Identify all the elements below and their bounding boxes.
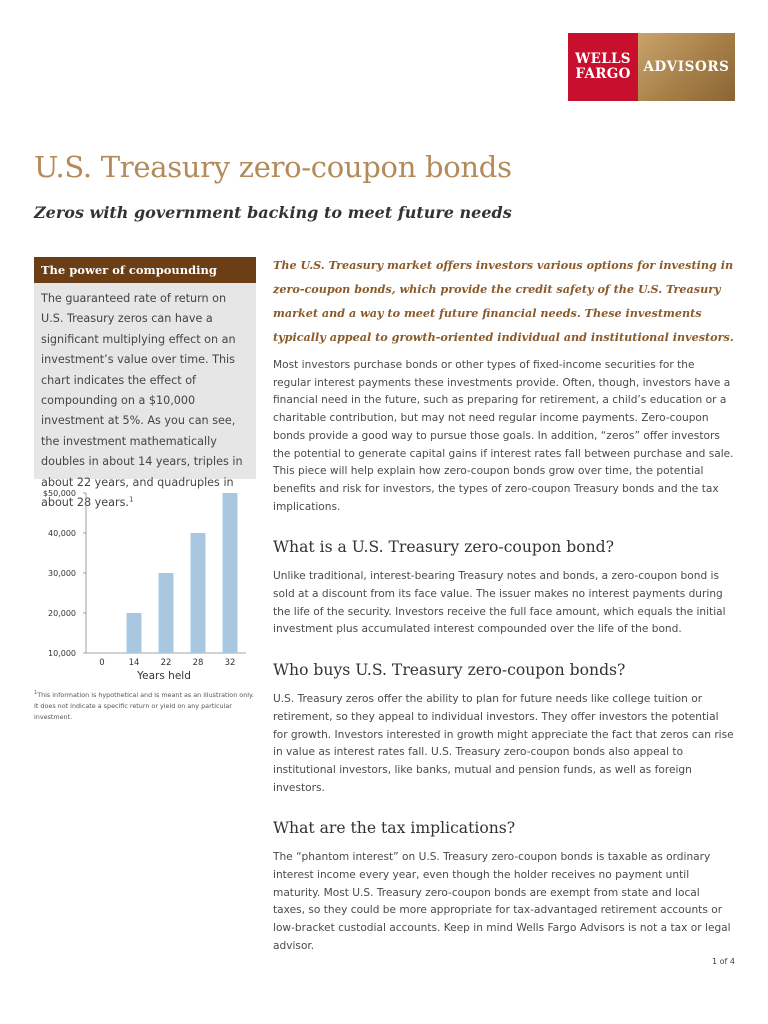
chart-y-tick-label: 40,000	[48, 529, 76, 538]
paragraph-what-is: Unlike traditional, interest-bearing Treasury notes and bonds, a zero-coupon bond is sold at a discount from its face value. The issuer makes no interest payments during the life of the security. Investors receive the full face amount, which equals the initial investment plus accumulated interest compounded over the life of the bond.	[273, 570, 726, 636]
compounding-chart-svg	[34, 483, 256, 683]
heading-tax: What are the tax implications?	[273, 819, 516, 838]
chart-y-tick-label: 10,000	[48, 649, 76, 658]
chart-y-tick-label: 30,000	[48, 569, 76, 578]
chart-bar	[127, 613, 142, 653]
paragraph-tax: The “phantom interest” on U.S. Treasury zero-coupon bonds is taxable as ordinary interest income every year, even though the holder receives no payment until maturity. Most U.S. Treasury zero-coupon bonds are exempt from state and local taxes, so they could be more appropriate for tax-advantaged retirement accounts or low-bracket custodial accounts. Keep in mind Wells Fargo Advisors is not a tax or legal advisor.	[273, 851, 731, 952]
chart-footnote	[34, 690, 256, 723]
wells-fargo-logo-block	[568, 33, 638, 101]
chart-x-tick-label: 22	[160, 658, 172, 668]
logo-line-fargo: FARGO	[575, 66, 631, 82]
logo-advisors: ADVISORS	[643, 59, 730, 75]
chart-footnote-mark: 1	[34, 689, 38, 696]
wells-fargo-advisors-logo	[568, 33, 735, 101]
chart-bar	[159, 573, 174, 653]
compounding-chart	[34, 483, 256, 683]
chart-footnote-text: This information is hypothetical and is meant as an illustration only. It does not indicate a specific return or yield on any particular investment.	[34, 691, 254, 721]
chart-y-tick-label: 20,000	[48, 609, 76, 618]
chart-bar	[191, 533, 206, 653]
chart-x-tick-label: 32	[224, 658, 236, 668]
intro-paragraph: The U.S. Treasury market offers investors various options for investing in zero-coupon bonds, which provide the credit safety of the U.S. Treasury market and a way to meet future financial needs. These investments typically appeal to growth-oriented individual and institutional investors.	[273, 258, 734, 344]
page-title: U.S. Treasury zero-coupon bonds	[34, 150, 512, 184]
paragraph-who-buys: U.S. Treasury zeros offer the ability to plan for future needs like college tuition or retirement, so they appeal to individual investors. They offer investors the potential for growth. Investors interested in growth might appreciate the fact that zeros can rise in value as interest rates fall. U.S. Treasury zero-coupon bonds also appeal to institutional investors, like banks, mutual and pension funds, as well as foreign investors.	[273, 693, 734, 794]
advisors-logo-block	[638, 33, 735, 101]
page-number: 1 of 4	[712, 957, 735, 966]
sidebar-footnote-mark: 1	[128, 495, 134, 504]
sidebar-body-text: The guaranteed rate of return on U.S. Treasury zeros can have a significant multiplying effect on an investment’s value over time. This chart indicates the effect of compounding on a $10,000 investment at 5%. As you can see, the investment mathematically doubles in about 14 years, triples in about 22 years, and quadruples in about 28 years.	[41, 292, 243, 510]
page-subtitle: Zeros with government backing to meet future needs	[34, 203, 512, 222]
heading-what-is: What is a U.S. Treasury zero-coupon bond?	[273, 538, 614, 557]
chart-bar	[223, 493, 238, 653]
logo-line-wells: WELLS	[575, 51, 631, 67]
paragraph-overview: Most investors purchase bonds or other types of fixed-income securities for the regular interest payments these investments provide. Often, though, investors have a financial need in the future, such as preparing for retirement, a child’s education or a charitable contribution, but may not need regular income payments. Zero-coupon bonds provide a good way to pursue those goals. In addition, “zeros” offer investors the potential to generate capital gains if interest rates fall between purchase and sale. This piece will help explain how zero-coupon bonds grow over time, the potential benefits and risk for investors, the types of zero-coupon Treasury bonds and the tax implications.	[273, 359, 734, 513]
chart-x-axis-label: Years held	[137, 670, 191, 682]
sidebar-heading: The power of compounding	[34, 257, 256, 283]
heading-who-buys: Who buys U.S. Treasury zero-coupon bonds?	[273, 661, 626, 680]
chart-x-tick-label: 28	[192, 658, 204, 668]
chart-x-tick-label: 0	[99, 658, 105, 668]
chart-x-tick-label: 14	[128, 658, 140, 668]
main-content	[273, 253, 735, 956]
chart-y-tick-label: $50,000	[42, 489, 76, 498]
